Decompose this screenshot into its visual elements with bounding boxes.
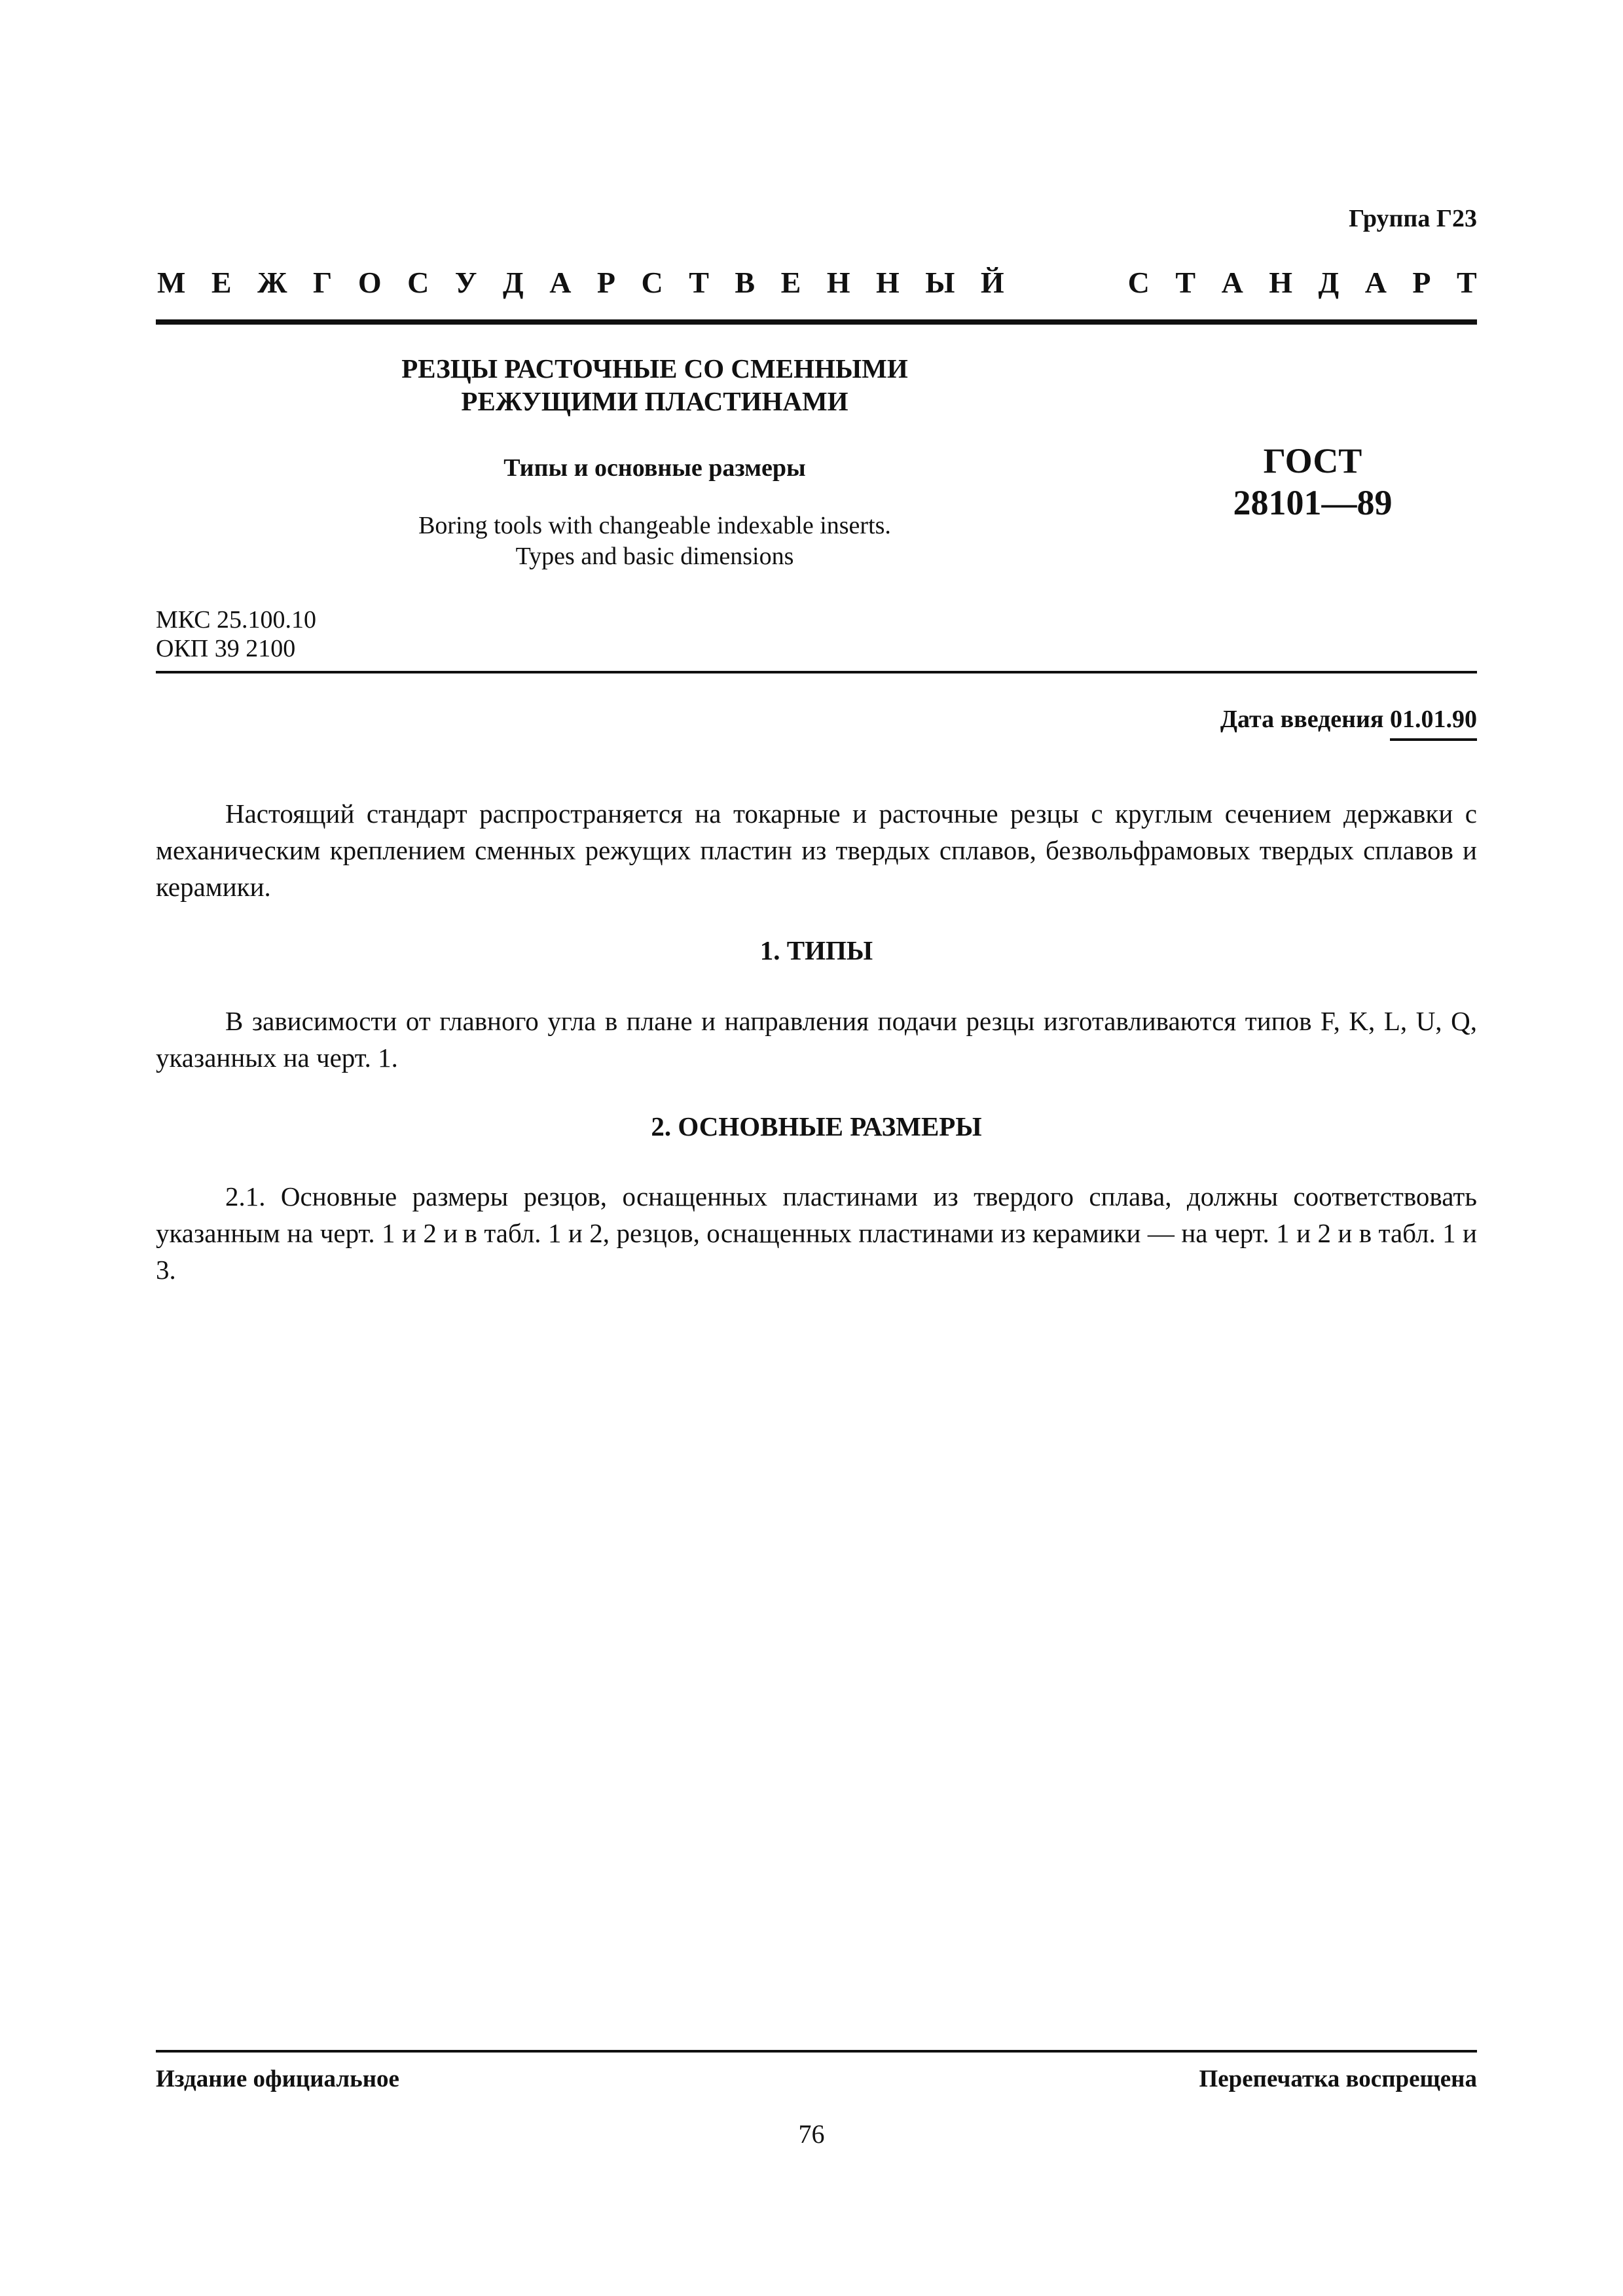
gost-code: 28101—89 bbox=[1233, 483, 1393, 522]
title-line-1: РЕЗЦЫ РАСТОЧНЫЕ СО СМЕННЫМИ bbox=[401, 353, 908, 384]
banner-letter: Е bbox=[211, 266, 232, 299]
gost-number bbox=[1182, 440, 1444, 524]
banner-letter: М bbox=[157, 266, 186, 299]
banner-letter: А bbox=[1364, 266, 1387, 299]
intro-paragraph: Настоящий стандарт распространяется на токарные и расточные резцы с круглым сечением державки с механическим креплением сменных режущих пластин из твердых сплавов, безвольфрамовых твердых сплавов и керамики. bbox=[156, 798, 1477, 902]
banner-letter: С bbox=[1127, 266, 1150, 299]
section-heading-dimensions: 2. ОСНОВНЫЕ РАЗМЕРЫ bbox=[651, 1111, 982, 1141]
subtitle-english bbox=[288, 511, 1021, 572]
banner-letter: Н bbox=[876, 266, 900, 299]
banner-letter: Н bbox=[826, 266, 850, 299]
bottom-rule bbox=[156, 2050, 1477, 2053]
banner-letter: Н bbox=[1269, 266, 1293, 299]
subtitle-english-line-2: Types and basic dimensions bbox=[515, 543, 794, 570]
banner-letter: Й bbox=[980, 266, 1004, 299]
page-number: 76 bbox=[798, 2119, 825, 2149]
title-line-2: РЕЖУЩИМИ ПЛАСТИНАМИ bbox=[461, 386, 848, 416]
banner-letter: В bbox=[735, 266, 756, 299]
gost-label: ГОСТ bbox=[1263, 441, 1362, 480]
section-heading-types: 1. ТИПЫ bbox=[759, 935, 873, 965]
subtitle-russian: Типы и основные размеры bbox=[503, 454, 806, 482]
group-label: Группа Г23 bbox=[1349, 205, 1477, 232]
banner-letter: С bbox=[641, 266, 663, 299]
middle-rule bbox=[156, 671, 1477, 673]
document-title bbox=[288, 352, 1021, 418]
mks-code: МКС 25.100.10 bbox=[156, 606, 317, 634]
date-label: Дата введения bbox=[1220, 706, 1384, 733]
banner-letter: А bbox=[1221, 266, 1243, 299]
top-rule bbox=[156, 319, 1477, 325]
date-value: 01.01.90 bbox=[1390, 706, 1477, 741]
banner-letter: Р bbox=[596, 266, 616, 299]
dimensions-paragraph: 2.1. Основные размеры резцов, оснащенных пластинами из твердого сплава, должны соответствовать указанным на черт. 1 и 2 и в табл. 1 и 2, резцов, оснащенных пластинами из керамики — на черт. 1 и 2 и в табл. 1 и 3. bbox=[156, 1181, 1477, 1285]
banner-letter: Т bbox=[1175, 266, 1196, 299]
subtitle-english-line-1: Boring tools with changeable indexable inserts. bbox=[418, 512, 891, 539]
interstate-standard-banner bbox=[157, 265, 1477, 300]
types-paragraph: В зависимости от главного угла в плане и направления подачи резцы изготавливаются типов F, K, L, U, Q, указанных на черт. 1. bbox=[156, 1006, 1477, 1073]
reprint-prohibited-note: Перепечатка воспрещена bbox=[1199, 2066, 1477, 2092]
introduction-date bbox=[1220, 705, 1477, 734]
banner-letter: Е bbox=[780, 266, 801, 299]
banner-letter: Ж bbox=[257, 266, 287, 299]
banner-letter: Р bbox=[1412, 266, 1431, 299]
banner-letter: Д bbox=[1318, 266, 1340, 299]
classification-codes bbox=[156, 605, 316, 663]
banner-letter: О bbox=[357, 266, 382, 299]
banner-gap bbox=[1030, 265, 1102, 300]
banner-letter: У bbox=[454, 266, 477, 299]
official-edition-note: Издание официальное bbox=[156, 2066, 399, 2092]
banner-letter: Д bbox=[503, 266, 524, 299]
okp-code: ОКП 39 2100 bbox=[156, 635, 296, 662]
banner-letter: Т bbox=[1457, 266, 1477, 299]
banner-letter: Ы bbox=[925, 266, 955, 299]
banner-letter: А bbox=[549, 266, 572, 299]
banner-letter: Т bbox=[689, 266, 709, 299]
banner-letter: С bbox=[407, 266, 429, 299]
banner-letter: Г bbox=[313, 266, 333, 299]
